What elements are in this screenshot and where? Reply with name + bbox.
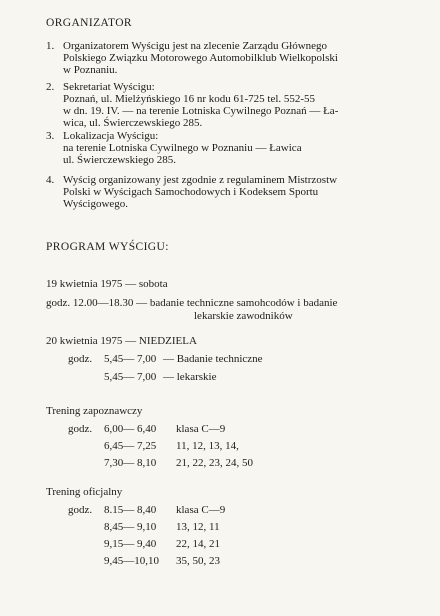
organizer-item-line: Polskiego Związku Motorowego Automobilklub Wielkopolski xyxy=(63,52,338,64)
day1-line: godz. 12.00—18.30 — badanie techniczne samohcodów i badanie xyxy=(46,297,338,309)
organizer-item-line: Poznań, ul. Mielżyńskiego 16 nr kodu 61-725 tel. 552-55 xyxy=(63,93,316,105)
organizer-item-line: Sekretariat Wyścigu: xyxy=(63,81,155,93)
schedule-time: 6,45— 7,25 xyxy=(104,440,157,452)
day1-date: 19 kwietnia 1975 — sobota xyxy=(46,278,168,290)
organizer-item-number: 1. xyxy=(46,40,55,52)
organizer-item-line: Wyścig organizowany jest zgodnie z regulaminem Mistrzostw xyxy=(63,174,338,186)
schedule-desc: klasa C—9 xyxy=(176,504,226,516)
organizer-item-line: Polski w Wyścigach Samochodowych i Kodeksem Sportu xyxy=(63,186,319,198)
schedule-desc: 22, 14, 21 xyxy=(176,538,220,550)
schedule-time: 5,45— 7,00 xyxy=(104,353,157,365)
organizer-heading: ORGANIZATOR xyxy=(46,17,132,29)
day2-date: 20 kwietnia 1975 — NIEDZIELA xyxy=(46,335,197,347)
schedule-desc: 35, 50, 23 xyxy=(176,555,220,567)
schedule-desc: klasa C—9 xyxy=(176,423,226,435)
schedule-desc: 11, 12, 13, 14, xyxy=(176,440,239,452)
schedule-time: 8.15— 8,40 xyxy=(104,504,157,516)
schedule-prefix: godz. xyxy=(68,423,93,435)
organizer-item-line: wica, ul. Świerczewskiego 285. xyxy=(63,117,203,129)
schedule-desc: — Badanie techniczne xyxy=(163,353,263,365)
schedule-prefix: godz. xyxy=(68,504,93,516)
organizer-item-line: na terenie Lotniska Cywilnego w Poznaniu — Ławica xyxy=(63,142,302,154)
organizer-item-line: Organizatorem Wyścigu jest na zlecenie Zarządu Głównego xyxy=(63,40,328,52)
schedule-time: 6,00— 6,40 xyxy=(104,423,157,435)
organizer-item-line: ul. Świerczewskiego 285. xyxy=(63,154,177,166)
training2-title: Trening oficjalny xyxy=(46,486,123,498)
organizer-item-number: 4. xyxy=(46,174,55,186)
schedule-desc: 21, 22, 23, 24, 50 xyxy=(176,457,253,469)
day1-line-cont: lekarskie zawodników xyxy=(194,310,293,322)
program-heading: PROGRAM WYŚCIGU: xyxy=(46,241,169,253)
schedule-time: 9,45—10,10 xyxy=(104,555,159,567)
schedule-time: 5,45— 7,00 xyxy=(104,371,157,383)
schedule-desc: 13, 12, 11 xyxy=(176,521,220,533)
organizer-item-number: 2. xyxy=(46,81,55,93)
schedule-time: 7,30— 8,10 xyxy=(104,457,157,469)
training1-title: Trening zapoznawczy xyxy=(46,405,143,417)
organizer-item-line: w dn. 19. IV. — na terenie Lotniska Cywilnego Poznań — Ła- xyxy=(63,105,339,117)
schedule-desc: — lekarskie xyxy=(163,371,217,383)
schedule-time: 9,15— 9,40 xyxy=(104,538,157,550)
organizer-item-line: Wyścigowego. xyxy=(63,198,129,210)
organizer-item-line: w Poznaniu. xyxy=(63,64,118,76)
organizer-item-line: Lokalizacja Wyścigu: xyxy=(63,130,159,142)
schedule-prefix: godz. xyxy=(68,353,93,365)
schedule-time: 8,45— 9,10 xyxy=(104,521,157,533)
organizer-item-number: 3. xyxy=(46,130,55,142)
